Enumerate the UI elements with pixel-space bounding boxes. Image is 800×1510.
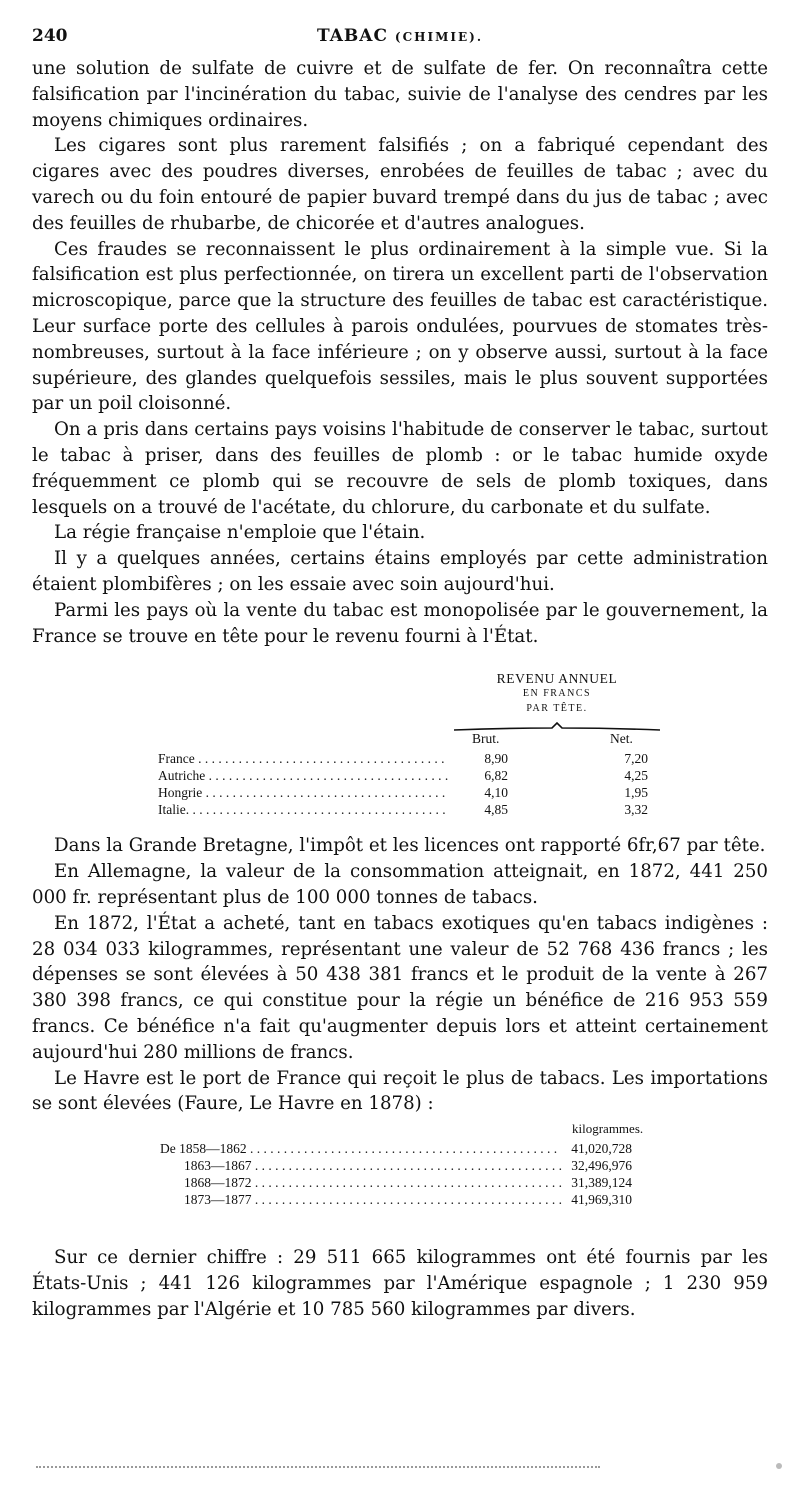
imports-kg: 32,496,976: [571, 1158, 632, 1174]
revenue-country: Italie. . . .: [158, 802, 448, 818]
imports-row: [32, 1192, 632, 1208]
revenue-col-net: Net.: [610, 731, 633, 747]
imports-kg: 41,020,728: [571, 1141, 632, 1157]
paragraph-9: En Allemagne, la valeur de la consommation atteignait, en 1872, 441 250 000 fr. représentant plus de 100 000 tonnes de tabacs.: [32, 861, 768, 908]
revenue-country: Autriche . . .: [158, 768, 448, 784]
imports-period: 1863—1867 . . .: [184, 1158, 584, 1174]
page-number: 240: [32, 26, 68, 46]
revenue-table-heading: [452, 671, 662, 716]
revenue-country: France . . .: [158, 751, 448, 767]
revenue-net: 1,95: [624, 785, 648, 801]
revenue-brut: 4,85: [484, 802, 508, 818]
paragraph-11: Le Havre est le port de France qui reçoit le plus de tabacs. Les importations se sont élevées (Faure, Le Havre en 1878) :: [32, 1067, 768, 1115]
paragraph-2: Les cigares sont plus rarement falsifiés ; on a fabriqué cependant des cigares avec des poudres diverses, enrobées de feuilles de tabac ; avec du varech ou du foin entouré de papier buvard trempé dans du jus de tabac ; avec des feuilles de rhubarbe, de chicorée et d'autres analogues.: [32, 135, 768, 234]
revenue-row: [158, 802, 678, 818]
revenue-col-brut: Brut.: [472, 731, 500, 747]
paragraph-10: En 1872, l'État a acheté, tant en tabacs exotiques qu'en tabacs indigènes : 28 034 033 kilogrammes, représentant une valeur de 52 768 436 francs ; les dépenses se sont élevées à 50 438 381 francs et le produit de la vente à 267 380 398 francs, ce qui constitue pour la régie un bénéfice de 216 953 559 francs. Ce bénéfice n'a fait qu'augmenter depuis lors et atteint certainement aujourd'hui 280 millions de francs.: [32, 912, 768, 1063]
imports-kg: 31,389,124: [571, 1175, 632, 1191]
revenue-row: [158, 785, 678, 801]
imports-row: [32, 1158, 632, 1174]
page: [32, 26, 768, 1322]
paragraph-1: une solution de sulfate de cuivre et de sulfate de fer. On reconnaîtra cette falsification par l'incinération du tabac, suivie de l'analyse des cendres par les moyens chimiques ordinaires.: [32, 58, 768, 131]
revenue-country: Hongrie . . .: [158, 785, 448, 801]
imports-unit: kilogrammes.: [572, 1121, 644, 1137]
revenue-net: 7,20: [624, 751, 648, 767]
revenue-table-title: REVENU ANNUEL: [496, 671, 618, 687]
imports-kg: 41,969,310: [571, 1192, 632, 1208]
revenue-brut: 8,90: [484, 751, 508, 767]
revenue-table-unit: EN FRANCS: [522, 688, 592, 700]
footer-dotted-rule: [36, 1466, 600, 1471]
running-head: [32, 26, 768, 46]
revenue-table-per: PAR TÊTE.: [526, 703, 588, 715]
imports-row: [32, 1141, 632, 1157]
running-head-title: TABAC: [317, 26, 388, 46]
page-header: [32, 26, 768, 56]
imports-period: De 1858—1862 . . .: [160, 1141, 560, 1157]
running-head-subtitle: (CHIMIE).: [394, 30, 483, 44]
paragraph-6: Il y a quelques années, certains étains employés par cette administration étaient plombifères ; on les essaie avec soin aujourd'hui.: [32, 548, 768, 595]
footer-mark: [776, 1463, 782, 1469]
revenue-brut: 6,82: [484, 768, 508, 784]
paragraph-5: La régie française n'emploie que l'étain.: [54, 522, 426, 544]
paragraph-7: Parmi les pays où la vente du tabac est monopolisée par le gouvernement, la France se trouve en tête pour le revenu fourni à l'État.: [32, 599, 768, 647]
imports-table: [32, 1121, 768, 1231]
revenue-net: 4,25: [624, 768, 648, 784]
revenue-table: [32, 671, 768, 821]
revenue-row: [158, 751, 678, 767]
revenue-brut: 4,10: [484, 785, 508, 801]
revenue-row: [158, 768, 678, 784]
paragraph-4: On a pris dans certains pays voisins l'habitude de conserver le tabac, surtout le tabac à priser, dans des feuilles de plomb : or le tabac humide oxyde fréquemment ce plomb qui se recouvre de sels de plomb toxiques, dans lesquels on a trouvé de l'acétate, du chlorure, du carbonate et du sulfate.: [32, 419, 768, 518]
imports-period: 1868—1872 . . .: [184, 1175, 584, 1191]
imports-period: 1873—1877 . . .: [184, 1192, 584, 1208]
paragraph-3: Ces fraudes se reconnaissent le plus ordinairement à la simple vue. Si la falsification est plus perfectionnée, on tirera un excellent parti de l'observation microscopique, parce que la structure des feuilles de tabac est caractéristique. Leur surface porte des cellules à parois ondulées, pourvues de stomates très-nombreuses, surtout à la face inférieure ; on y observe aussi, surtout à la face supérieure, des glandes quelquefois sessiles, mais le plus souvent supportées par un poil cloisonné.: [32, 238, 768, 415]
revenue-net: 3,32: [624, 802, 648, 818]
paragraph-12: Sur ce dernier chiffre : 29 511 665 kilogrammes ont été fournis par les États-Unis ; 441 126 kilogrammes par l'Amérique espagnole ; 1 230 959 kilogrammes par l'Algérie et 10 785 560 kilogrammes par divers.: [32, 1247, 768, 1320]
paragraph-8: Dans la Grande Bretagne, l'impôt et les licences ont rapporté 6fr,67 par tête.: [54, 835, 766, 857]
imports-row: [32, 1175, 632, 1191]
